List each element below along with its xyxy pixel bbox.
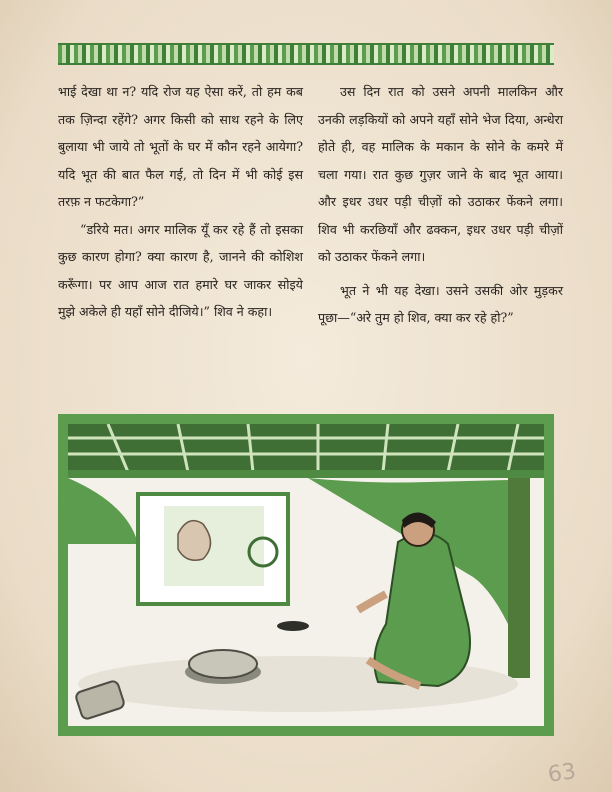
left-column — [58, 78, 303, 326]
paragraph: उस दिन रात को उसने अपनी मालकिन और उनकी लड़कियों को अपने यहाँ सोने भेज दिया, अन्धेरा होते ही, वह मालिक के मकान के सोने के कमरे में चला गया। रात कुछ गुज़र जाने के बाद भूत आया। और इधर उधर पड़ी चीज़ों को उठाकर फेंकने लगा। शिव भी करछियाँ और ढक्कन, इधर उधर पड़ी चीज़ों को उठाकर फेंकने लगा। — [318, 84, 563, 264]
decorative-border — [58, 43, 554, 65]
bedroom-scene-illustration — [68, 424, 544, 726]
paragraph: “डरिये मत। अगर मालिक यूँ कर रहे हैं तो इसका कुछ कारण होगा? क्या कारण है, जानने की कोशिश करूँगा। पर आप आज रात हमारे घर जाकर सोइये मुझे अकेले ही यहाँ सोने दीजिये।” शिव ने कहा। — [58, 221, 303, 319]
right-column — [318, 78, 563, 332]
illustration — [58, 414, 554, 736]
page-number: 63 — [546, 759, 578, 788]
paragraph: भूत ने भी यह देखा। उसने उसकी ओर मुड़कर पूछा—“अरे तुम हो शिव, क्या कर रहे हो?” — [318, 282, 563, 325]
paragraph: भाई देखा था न? यदि रोज यह ऐसा करें, तो हम कब तक ज़िन्दा रहेंगे? अगर किसी को साथ रहने के लिए बुलाया भी जाये तो भूतों के घर में कौन रहने आयेगा? यदि भूत की बात फैल गई, तो दिन में भी कोई इस तरफ़ न फटकेगा?” — [58, 84, 303, 209]
